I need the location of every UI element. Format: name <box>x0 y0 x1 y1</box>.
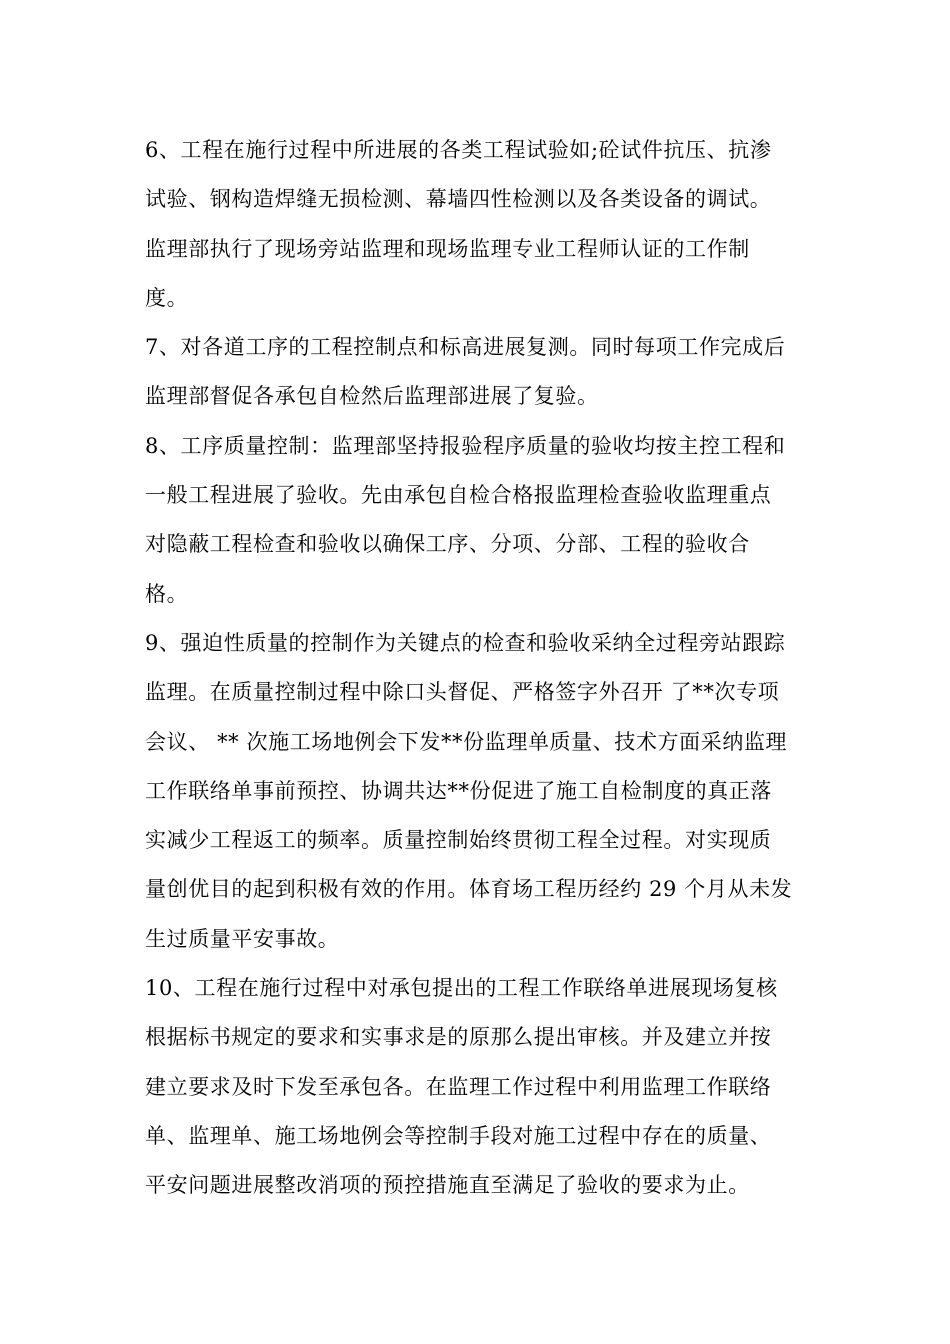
text-line: 对隐蔽工程检查和验收以确保工序、分项、分部、工程的验收合 <box>145 532 750 557</box>
text-line: 9、强迫性质量的控制作为关键点的检查和验收采纳全过程旁站跟踪 <box>145 630 786 655</box>
text-line: 单、监理单、施工场地例会等控制手段对施工过程中存在的质量、 <box>145 1123 772 1148</box>
text-line: 7、对各道工序的工程控制点和标高进展复测。同时每项工作完成后 <box>145 335 786 360</box>
text-line: 监理。在质量控制过程中除口头督促、严格签字外召开 了**次专项 <box>145 680 780 705</box>
text-line: 建立要求及时下发至承包各。在监理工作过程中利用监理工作联络 <box>145 1074 772 1099</box>
text-line: 生过质量平安事故。 <box>145 926 340 951</box>
text-line: 试验、钢构造焊缝无损检测、幕墙四性检测以及各类设备的调试。 <box>145 187 772 212</box>
text-line: 度。 <box>145 285 189 310</box>
text-line: 工作联络单事前预控、协调共达**份促进了施工自检制度的真正落 <box>145 778 772 803</box>
text-line: 格。 <box>145 581 189 606</box>
text-line: 8、工序质量控制：监理部坚持报验程序质量的验收均按主控工程和 <box>145 433 786 458</box>
text-line: 实减少工程返工的频率。质量控制始终贯彻工程全过程。对实现质 <box>145 828 772 853</box>
text-line: 根据标书规定的要求和实事求是的原那么提出审核。并及建立并按 <box>145 1025 772 1050</box>
text-line: 会议、 ** 次施工场地例会下发**份监理单质量、技术方面采纳监理 <box>145 729 788 754</box>
text-line: 10、工程在施行过程中对承包提出的工程工作联络单进展现场复核 <box>145 976 778 1001</box>
text-line: 一般工程进展了验收。先由承包自检合格报监理检查验收监理重点 <box>145 483 772 508</box>
text-line: 6、工程在施行过程中所进展的各类工程试验如;砼试件抗压、抗渗 <box>145 138 772 162</box>
document-body <box>145 126 825 1211</box>
text-line: 监理部督促各承包自检然后监理部进展了复验。 <box>145 384 599 409</box>
text-line: 平安问题进展整改消项的预控措施直至满足了验收的要求为止。 <box>145 1173 750 1198</box>
text-line: 监理部执行了现场旁站监理和现场监理专业工程师认证的工作制 <box>145 236 750 261</box>
text-line: 量创优目的起到积极有效的作用。体育场工程历经约 29 个月从未发 <box>145 877 793 902</box>
